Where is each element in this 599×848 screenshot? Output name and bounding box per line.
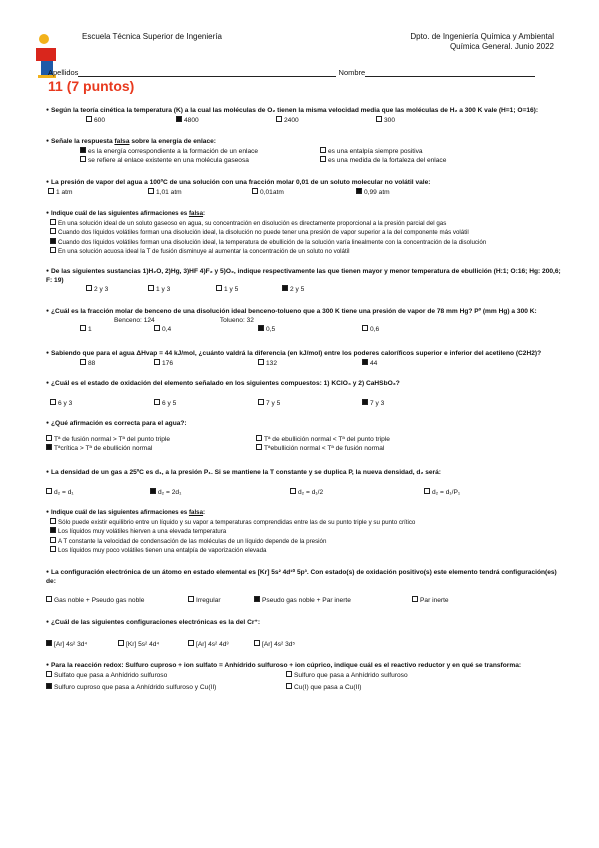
option[interactable]: [Ar] 4s² 3d⁴	[46, 640, 118, 650]
course-name: Química General. Junio 2022	[449, 42, 554, 51]
checkbox-icon	[252, 188, 258, 194]
option[interactable]: Cuando dos líquidos volátiles forman una disolución ideal, la temperatura de ebullición de la solución varía linealmente con la concentración de la disolución	[50, 238, 566, 248]
question-9	[46, 419, 566, 454]
option[interactable]: 1,01 atm	[148, 188, 252, 198]
option[interactable]: Irregular	[188, 596, 254, 606]
option[interactable]: 88	[80, 359, 154, 369]
option[interactable]: 6 y 3	[50, 399, 154, 409]
question-8	[46, 379, 566, 408]
question-13	[46, 618, 566, 649]
option[interactable]: Tª de ebullición normal < Tª del punto triple	[256, 435, 390, 445]
option[interactable]: [Ar] 4s² 3d⁵	[254, 640, 295, 650]
question-stem: ● De las siguientes sustancias 1)H₂O, 2)Hg, 3)HF 4)F₂ y 5)O₂, indique respectivamente las que tienen mayor y menor temperatura de ebullición (H:1; O:16; Hg: 200,6; F: 19)	[46, 267, 566, 285]
option[interactable]: d₂ = d₁/2	[290, 488, 424, 498]
option[interactable]: d₂ = d₁/P₁	[424, 488, 460, 498]
checkbox-icon	[376, 116, 382, 122]
question-10	[46, 468, 566, 497]
option[interactable]: es una entalpía siempre positiva	[320, 147, 423, 157]
checkbox-checked-icon	[258, 325, 264, 331]
option[interactable]: 1	[80, 325, 154, 335]
checkbox-icon	[50, 546, 56, 552]
option[interactable]: 0,99 atm	[356, 188, 390, 198]
question-stem: ● La configuración electrónica de un átomo en estado elemental es [Kr] 5s² 4d¹⁰ 5p³. Con estado(s) de oxidación positivo(s) este elemento tendrá configuración(es) de:	[46, 568, 566, 586]
checkbox-icon	[188, 640, 194, 646]
department-name: Dpto. de Ingeniería Química y Ambiental	[410, 32, 554, 41]
question-stem: ● La densidad de un gas a 25ºC es d₁, a la presión P₁. Si se mantiene la T constante y se duplica P, la nueva densidad, d₂ será:	[46, 468, 566, 478]
question-stem: ● ¿Cuál es el estado de oxidación del elemento señalado en los siguientes compuestos: 1) KClO₄ y 2) CaHSbO₃?	[46, 379, 566, 389]
option[interactable]: 0,4	[154, 325, 258, 335]
option[interactable]: es una medida de la fortaleza del enlace	[320, 156, 446, 166]
checkbox-icon	[276, 116, 282, 122]
checkbox-icon	[286, 683, 292, 689]
apellidos-label: Apellidos	[48, 68, 79, 77]
checkbox-icon	[258, 399, 264, 405]
checkbox-icon	[80, 325, 86, 331]
question-stem: ● Señale la respuesta falsa sobre la energía de enlace:	[46, 137, 566, 147]
checkbox-icon	[50, 247, 56, 253]
option[interactable]: 1 atm	[48, 188, 148, 198]
checkbox-icon	[412, 596, 418, 602]
checkbox-icon	[86, 116, 92, 122]
question-7	[46, 349, 566, 368]
option[interactable]: Los líquidos muy volátiles hierven a una elevada temperatura	[50, 527, 566, 537]
checkbox-icon	[80, 359, 86, 365]
checkbox-icon	[50, 518, 56, 524]
option[interactable]: 7 y 5	[258, 399, 362, 409]
checkbox-icon	[154, 399, 160, 405]
checkbox-icon	[50, 537, 56, 543]
question-stem: ● Indique cuál de las siguientes afirmaciones es falsa:	[46, 209, 566, 219]
checkbox-checked-icon	[282, 285, 288, 291]
question-stem: ● La presión de vapor del agua a 100ºC de una solución con una fracción molar 0,01 de un soluto molecular no volátil vale:	[46, 178, 566, 188]
option[interactable]: Sulfuro que pasa a Anhídrido sulfuroso	[286, 671, 408, 681]
option[interactable]: Cuando dos líquidos volátiles forman una disolución ideal, la disolución no puede tener una presión de vapor superior a la del componente más volátil	[50, 228, 566, 238]
checkbox-icon	[286, 671, 292, 677]
toluene-vapor-pressure: Tolueno: 32	[219, 316, 254, 324]
option[interactable]: 2 y 5	[282, 285, 304, 295]
option[interactable]: 1 y 5	[216, 285, 282, 295]
checkbox-icon	[50, 399, 56, 405]
checkbox-icon	[290, 488, 296, 494]
checkbox-icon	[50, 219, 56, 225]
checkbox-checked-icon	[50, 238, 56, 244]
option[interactable]: En una solución acuosa ideal la T de fusión disminuye al aumentar la concentración de un soluto no volátil	[50, 247, 566, 257]
checkbox-icon	[188, 596, 194, 602]
checkbox-icon	[320, 156, 326, 162]
checkbox-icon	[424, 488, 430, 494]
checkbox-icon	[50, 228, 56, 234]
checkbox-checked-icon	[150, 488, 156, 494]
option[interactable]: Sulfato que pasa a Anhídrido sulfuroso	[46, 671, 286, 681]
question-stem: ● Sabiendo que para el agua ΔHvap = 44 kJ/mol, ¿cuánto valdrá la diferencia (en kJ/mol) entre los poderes caloríficos superior e inferior del acetileno (C2H2)?	[46, 349, 566, 359]
option[interactable]: Pseudo gas noble + Par inerte	[254, 596, 412, 606]
option[interactable]: 1 y 3	[148, 285, 216, 295]
checkbox-icon	[80, 156, 86, 162]
checkbox-icon	[154, 325, 160, 331]
question-1	[46, 106, 566, 125]
option[interactable]: 600	[86, 116, 176, 126]
option[interactable]: Sulfuro cuproso que pasa a Anhídrido sulfuroso y Cu(II)	[46, 683, 286, 693]
checkbox-icon	[46, 435, 52, 441]
option[interactable]: Cu(I) que pasa a Cu(II)	[286, 683, 361, 693]
option[interactable]: Sólo puede existir equilibrio entre un líquido y su vapor a temperaturas comprendidas entre las de su punto triple y su punto crítico	[50, 518, 566, 528]
question-stem: ● Para la reacción redox: Sulfuro cuproso + ion sulfato = Anhídrido sulfuroso + ion cúprico, indique cuál es el reactivo reductor y en qué se transforma:	[46, 661, 566, 671]
checkbox-icon	[154, 359, 160, 365]
checkbox-icon	[320, 147, 326, 153]
checkbox-checked-icon	[46, 640, 52, 646]
checkbox-icon	[148, 285, 154, 291]
checkbox-icon	[46, 488, 52, 494]
checkbox-icon	[256, 435, 262, 441]
checkbox-checked-icon	[80, 147, 86, 153]
option[interactable]: Los líquidos muy poco volátiles tienen una entalpía de vaporización elevada	[50, 546, 566, 556]
student-name-row	[48, 68, 568, 77]
option[interactable]: 6 y 5	[154, 399, 258, 409]
checkbox-icon	[46, 596, 52, 602]
school-name: Escuela Técnica Superior de Ingeniería	[82, 32, 222, 41]
option[interactable]: A T constante la velocidad de condensación de las moléculas de un líquido depende de la presión	[50, 537, 566, 547]
checkbox-icon	[48, 188, 54, 194]
question-11	[46, 508, 566, 556]
question-stem: ● Indique cuál de las siguientes afirmaciones es falsa:	[46, 508, 566, 518]
checkbox-checked-icon	[176, 116, 182, 122]
option[interactable]: Tªcrítica > Tª de ebullición normal	[46, 444, 256, 454]
checkbox-icon	[46, 671, 52, 677]
apellidos-field[interactable]	[78, 68, 336, 77]
checkbox-icon	[216, 285, 222, 291]
question-3	[46, 178, 566, 197]
option[interactable]: 300	[376, 116, 395, 126]
checkbox-checked-icon	[46, 444, 52, 450]
option[interactable]: 2400	[276, 116, 376, 126]
option[interactable]: 7 y 3	[362, 399, 384, 409]
question-12	[46, 568, 566, 606]
checkbox-checked-icon	[50, 527, 56, 533]
option[interactable]: 0,6	[362, 325, 379, 335]
option[interactable]: 44	[362, 359, 377, 369]
option[interactable]: [Ar] 4s² 4d³	[188, 640, 254, 650]
benzene-vapor-pressure: Benceno: 124	[114, 316, 155, 324]
question-6	[46, 307, 566, 335]
question-4	[46, 209, 566, 257]
option[interactable]: Tªebullición normal < Tª de fusión normal	[256, 444, 384, 454]
question-stem: ● Según la teoría cinética la temperatura (K) a la cual las moléculas de O₂ tienen la misma velocidad media que las moléculas de H₂ a 300 K vale (H=1; O=16):	[46, 106, 566, 116]
question-stem: ● ¿Qué afirmación es correcta para el agua?:	[46, 419, 566, 429]
option[interactable]: d₂ = d₁	[46, 488, 150, 498]
option[interactable]: 132	[258, 359, 362, 369]
option[interactable]: se refiere al enlace existente en una molécula gaseosa	[80, 156, 320, 166]
question-2	[46, 137, 566, 166]
option[interactable]: 0,5	[258, 325, 362, 335]
checkbox-checked-icon	[362, 359, 368, 365]
option[interactable]: 2 y 3	[86, 285, 148, 295]
option[interactable]: 176	[154, 359, 258, 369]
checkbox-icon	[362, 325, 368, 331]
checkbox-icon	[118, 640, 124, 646]
question-stem: ● ¿Cuál de las siguientes configuraciones electrónicas es la del Cr⁺:	[46, 618, 566, 628]
option[interactable]: 4800	[176, 116, 276, 126]
nombre-field[interactable]	[365, 68, 535, 77]
option[interactable]: d₂ = 2d₁	[150, 488, 290, 498]
question-stem: ● ¿Cuál es la fracción molar de benceno de una disolución ideal benceno-tolueno que a 300 K tiene una presión de vapor de 78 mm Hg? Pº (mm Hg) a 300 K:	[46, 307, 566, 317]
checkbox-icon	[258, 359, 264, 365]
option[interactable]: es la energía correspondiente a la formación de un enlace	[80, 147, 320, 157]
question-title: 11 (7 puntos)	[48, 78, 135, 94]
checkbox-checked-icon	[362, 399, 368, 405]
option[interactable]: 0,01atm	[252, 188, 356, 198]
option[interactable]: Par inerte	[412, 596, 449, 606]
option[interactable]: Tª de fusión normal > Tª del punto triple	[46, 435, 256, 445]
checkbox-checked-icon	[254, 596, 260, 602]
checkbox-icon	[256, 444, 262, 450]
checkbox-icon	[254, 640, 260, 646]
question-14	[46, 661, 566, 693]
option[interactable]: En una solución ideal de un soluto gaseoso en agua, su concentración en disolución es directamente proporcional a la presión parcial del gas	[50, 219, 566, 229]
checkbox-checked-icon	[356, 188, 362, 194]
checkbox-icon	[148, 188, 154, 194]
option[interactable]: Gas noble + Pseudo gas noble	[46, 596, 188, 606]
checkbox-checked-icon	[46, 683, 52, 689]
question-5	[46, 267, 566, 295]
checkbox-icon	[86, 285, 92, 291]
option[interactable]: [Kr] 5s² 4d⁴	[118, 640, 188, 650]
nombre-label: Nombre	[338, 68, 366, 77]
